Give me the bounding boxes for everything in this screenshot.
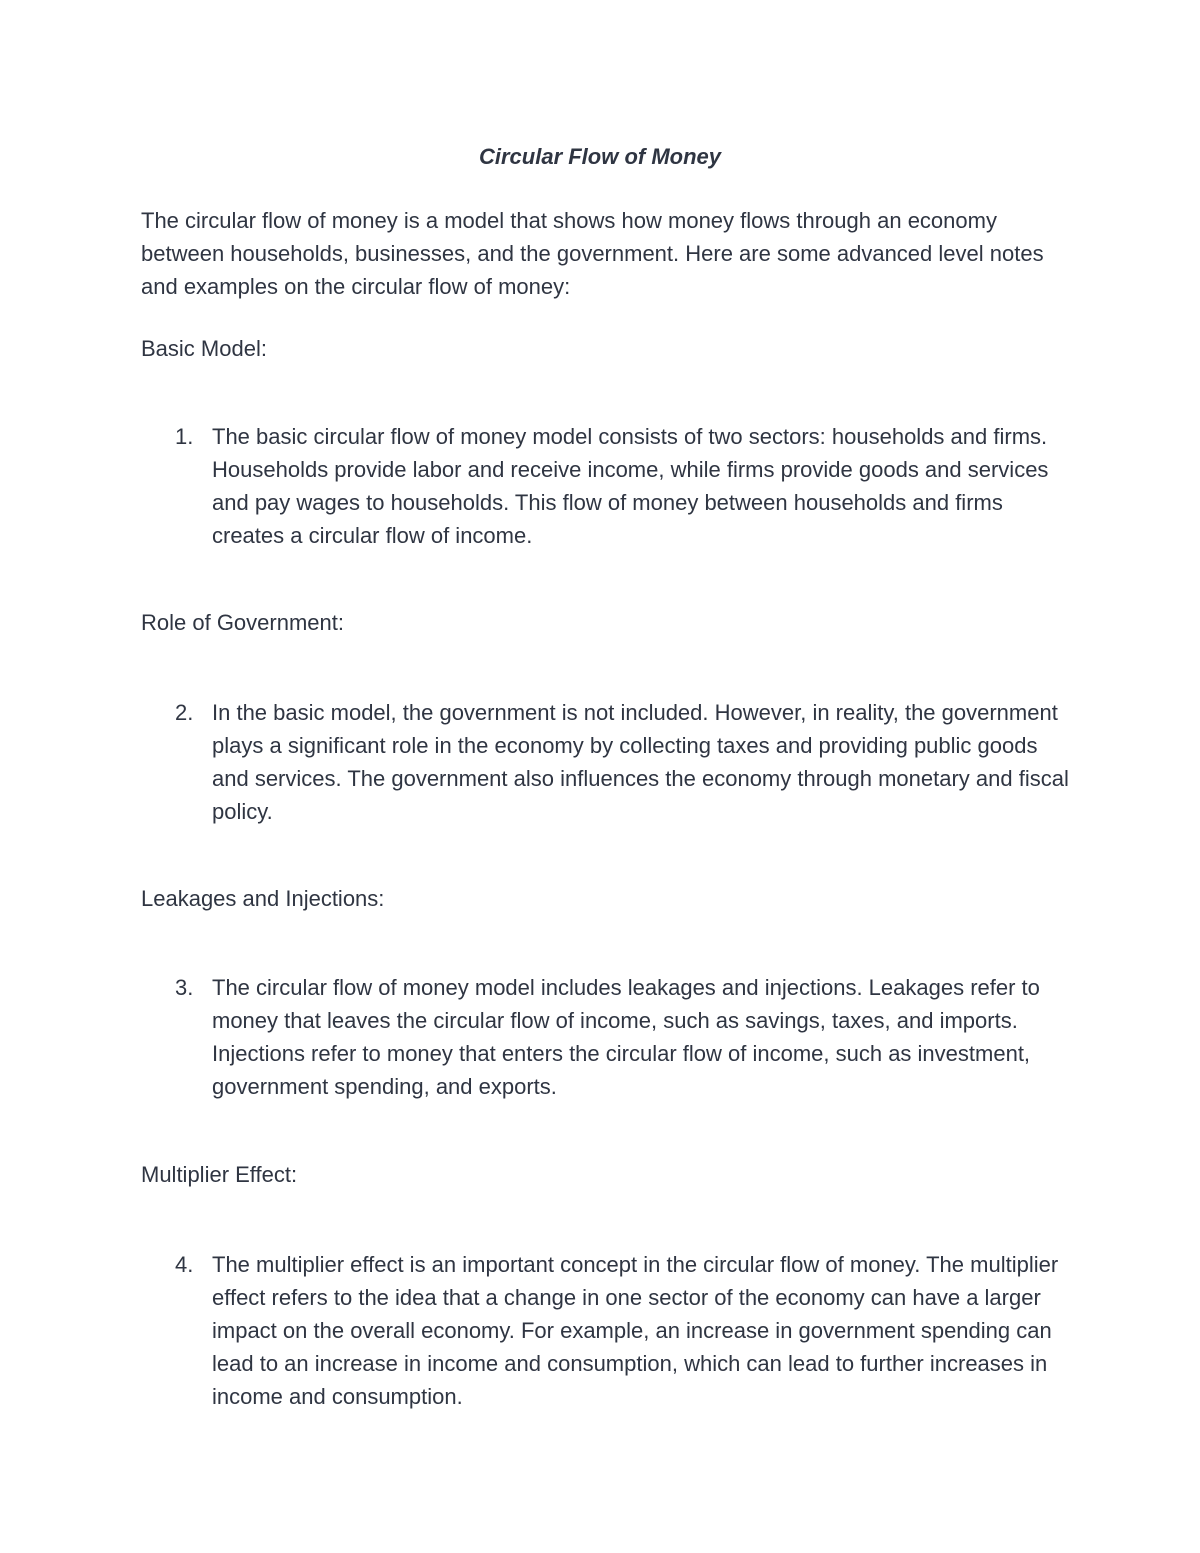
list-item-number: 4. <box>175 1252 194 1277</box>
list-item-text: The basic circular flow of money model consists of two sectors: households and firms. Households provide labor and receive income, while firms provide goods and services and pay wages to households. This flow of money between households and firms creates a circular flow of income. <box>212 424 1049 548</box>
section-heading-role-of-government: Role of Government: <box>141 610 344 635</box>
list-item-text: The multiplier effect is an important concept in the circular flow of money. The multiplier effect refers to the idea that a change in one sector of the economy can have a larger impact on the overall economy. For example, an increase in government spending can lead to an increase in income and consumption, which can lead to further increases in income and consumption. <box>212 1252 1059 1409</box>
list-item-number: 2. <box>175 700 194 725</box>
intro-paragraph: The circular flow of money is a model that shows how money flows through an economy between households, businesses, and the government. Here are some advanced level notes and examples on the circular flow of money: <box>141 208 1044 299</box>
list-item-number: 1. <box>175 424 194 449</box>
section-heading-multiplier-effect: Multiplier Effect: <box>141 1162 298 1187</box>
list-item-text: The circular flow of money model includes leakages and injections. Leakages refer to money that leaves the circular flow of income, such as savings, taxes, and imports. Injections refer to money that enters the circular flow of income, such as investment, government spending, and exports. <box>212 975 1040 1099</box>
document-title: Circular Flow of Money <box>478 144 722 169</box>
section-heading-leakages-and-injections: Leakages and Injections: <box>141 886 385 911</box>
section-heading-basic-model: Basic Model: <box>141 336 267 361</box>
list-item-number: 3. <box>175 975 194 1000</box>
list-item-text: In the basic model, the government is not included. However, in reality, the government plays a significant role in the economy by collecting taxes and providing public goods and services. The government also influences the economy through monetary and fiscal policy. <box>212 700 1069 824</box>
